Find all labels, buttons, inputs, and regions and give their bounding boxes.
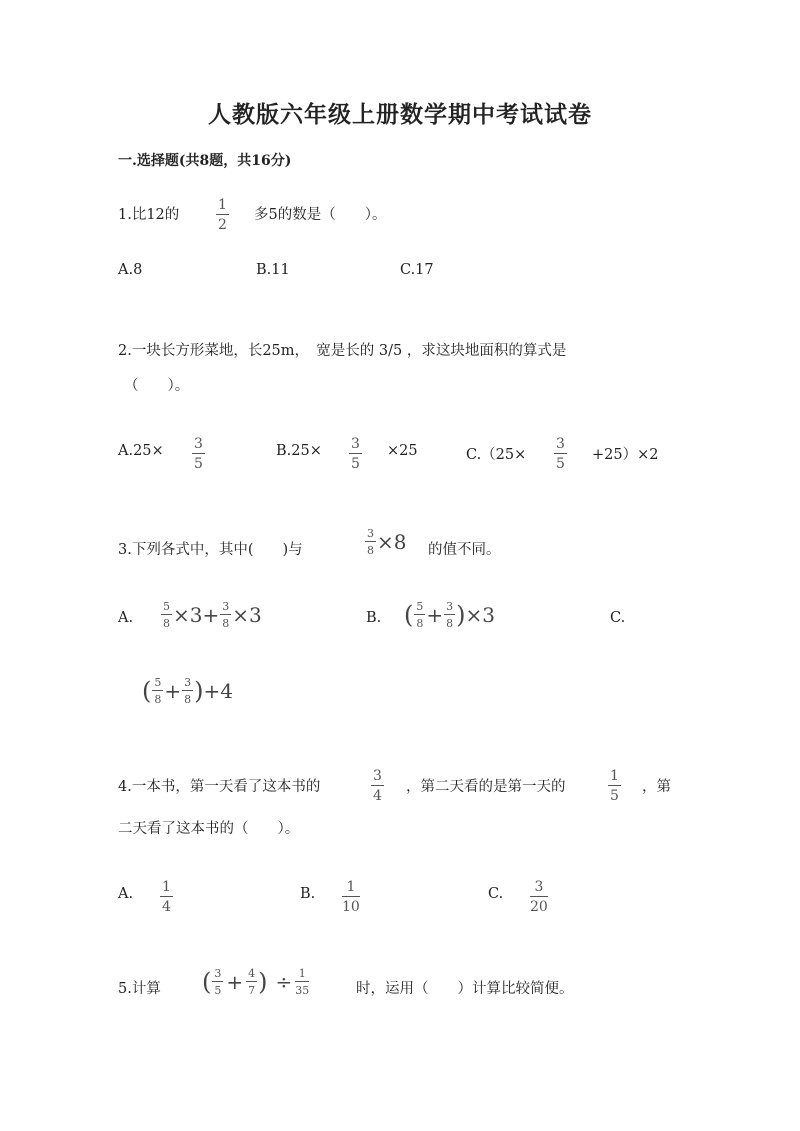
q3-option-a-expression — [160, 601, 262, 629]
frac — [295, 968, 309, 996]
frac-den: 5 — [351, 456, 360, 472]
q4-option-c-label: C. — [488, 886, 504, 902]
q1-option-c: C.17 — [400, 262, 434, 278]
q2-option-c-label: C.（25× — [466, 447, 527, 463]
frac-den: 4 — [373, 788, 382, 804]
expr-part: +4 — [203, 679, 233, 703]
frac-den: 10 — [342, 899, 360, 915]
frac — [246, 968, 257, 996]
q2-option-c-tail: +25）×2 — [592, 447, 659, 463]
q1-frac-num: 1 — [218, 197, 227, 213]
frac-den: 8 — [416, 617, 424, 630]
frac-num: 3 — [214, 967, 222, 980]
q4-text-line2: 二天看了这本书的（ ）。 — [118, 821, 300, 837]
expr-part: ×3 — [465, 603, 495, 627]
q4-fraction-1 — [371, 769, 384, 803]
frac-den: 5 — [214, 984, 222, 997]
expr-part: ×3 — [232, 603, 262, 627]
q3-expr-rest: ×8 — [377, 530, 407, 554]
expr-part: + — [164, 679, 182, 703]
frac-den: 8 — [222, 617, 230, 630]
expr-part: ÷ — [275, 970, 293, 994]
frac — [161, 601, 172, 629]
q1-option-a: A.8 — [118, 262, 143, 278]
q3-option-b-label: B. — [366, 610, 382, 626]
frac-num: 3 — [194, 436, 203, 452]
paren: ) — [258, 968, 268, 996]
frac-den: 5 — [556, 456, 565, 472]
q5-text-end: 时，运用（ ）计算比较简便。 — [356, 981, 574, 997]
q2-text-line2: （ ）。 — [124, 378, 190, 394]
q1-text-start: 1.比12的 — [118, 207, 180, 223]
q3-option-a-label: A. — [118, 610, 134, 626]
q3-option-c-expression — [142, 677, 233, 705]
frac-den: 35 — [295, 984, 310, 997]
q4-option-a-fraction — [160, 880, 173, 914]
paren: ) — [456, 601, 466, 629]
frac-den: 8 — [184, 693, 192, 706]
frac-num: 3 — [373, 768, 382, 784]
paren: ( — [404, 601, 414, 629]
q4-fraction-2 — [608, 769, 621, 803]
frac-den: 4 — [162, 899, 171, 915]
q4-text-start: 4.一本书，第一天看了这本书的 — [118, 779, 321, 795]
frac — [414, 601, 425, 629]
q1-frac-den: 2 — [218, 217, 227, 233]
frac-den: 8 — [163, 617, 170, 630]
q2-text-line1: 2.一块长方形菜地，长25m， 宽是长的 3/5 ，求这块地面积的算式是 — [118, 343, 567, 359]
q4-option-b-label: B. — [300, 886, 316, 902]
q2-option-b-label: B.25× — [276, 443, 322, 459]
q1-option-b: B.11 — [256, 262, 290, 278]
frac-num: 1 — [298, 967, 306, 980]
expr-part: ×3+ — [173, 603, 220, 627]
q2-option-c-fraction — [554, 437, 567, 471]
frac-num: 4 — [248, 967, 256, 980]
frac-den: 8 — [367, 544, 374, 557]
paren: ( — [142, 677, 152, 705]
q4-option-a-label: A. — [118, 886, 134, 902]
frac — [212, 968, 223, 996]
frac-num: 3 — [556, 436, 565, 452]
frac-num: 3 — [184, 676, 192, 689]
frac — [182, 677, 193, 705]
q2-option-b-tail: ×25 — [387, 443, 418, 459]
paren: ( — [202, 968, 212, 996]
frac-num: 1 — [610, 768, 619, 784]
q4-option-b-fraction — [342, 880, 360, 914]
frac — [444, 601, 455, 629]
frac-num: 5 — [416, 600, 424, 613]
frac-num: 5 — [163, 600, 170, 613]
q1-fraction — [216, 198, 229, 232]
q5-text-start: 5.计算 — [118, 981, 161, 997]
frac-num: 3 — [351, 436, 360, 452]
frac-num: 3 — [367, 527, 374, 540]
frac-num: 1 — [162, 879, 171, 895]
q1-text-end: 多5的数是（ ）。 — [254, 207, 387, 223]
expr-part: + — [426, 603, 444, 627]
page-title: 人教版六年级上册数学期中考试试卷 — [208, 101, 592, 128]
q3-expr-fraction — [365, 528, 376, 556]
frac-num: 1 — [346, 879, 356, 895]
q3-expression — [364, 528, 406, 556]
paren: ) — [194, 677, 204, 705]
frac-num: 5 — [154, 676, 162, 689]
frac-num: 3 — [222, 600, 230, 613]
q3-text-start: 3.下列各式中，其中( )与 — [118, 542, 303, 558]
frac-den: 20 — [530, 899, 548, 915]
frac-num: 3 — [446, 600, 454, 613]
frac-den: 8 — [154, 693, 162, 706]
q4-text-tail: ，第 — [642, 779, 671, 795]
q4-text-mid: ，第二天看的是第一天的 — [406, 779, 566, 795]
frac-den: 7 — [248, 984, 256, 997]
q2-option-b-fraction — [349, 437, 362, 471]
section-heading: 一.选择题(共8题，共16分) — [118, 153, 292, 169]
frac-num: 3 — [534, 879, 544, 895]
frac-den: 8 — [446, 617, 454, 630]
q5-expression — [202, 968, 310, 996]
q3-option-c-label: C. — [610, 610, 626, 626]
frac-den: 5 — [610, 788, 619, 804]
frac-den: 5 — [194, 456, 203, 472]
frac — [220, 601, 231, 629]
q2-option-a-fraction — [192, 437, 205, 471]
q2-option-a-label: A.25× — [118, 443, 164, 459]
q4-option-c-fraction — [530, 880, 548, 914]
q3-text-end: 的值不同。 — [428, 542, 501, 558]
frac — [152, 677, 163, 705]
q3-option-b-expression — [404, 601, 495, 629]
expr-part: + — [226, 970, 244, 994]
